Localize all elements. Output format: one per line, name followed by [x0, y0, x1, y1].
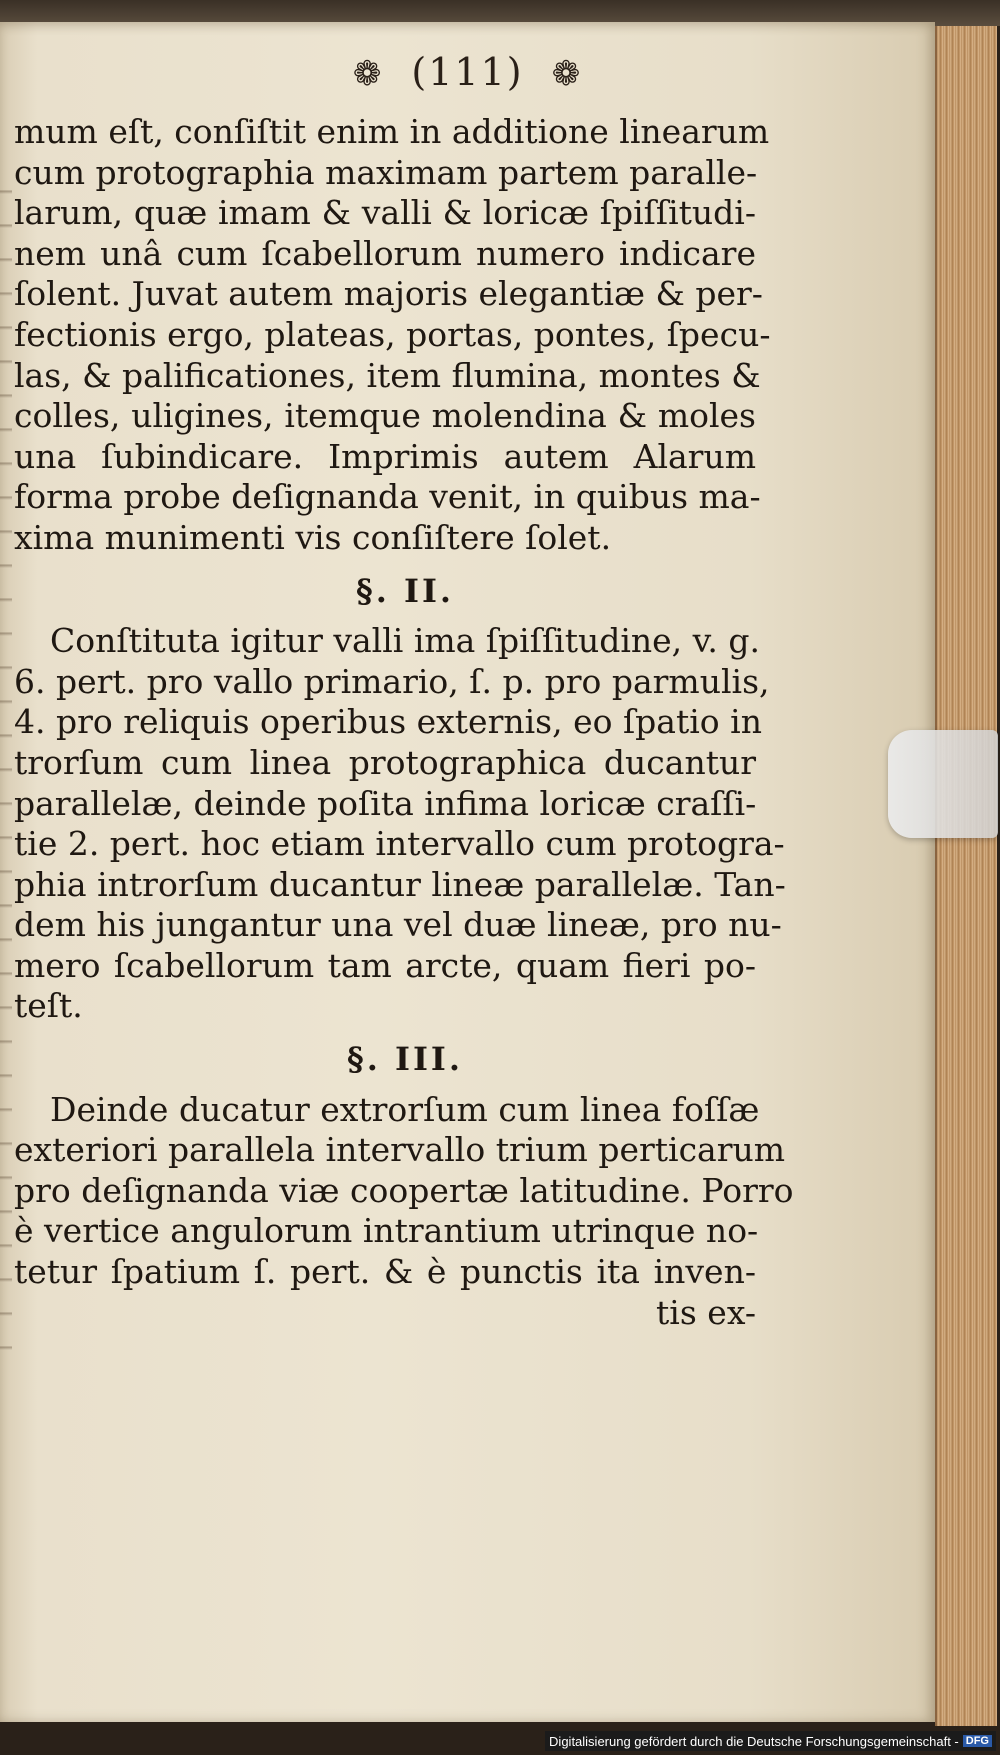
text-line: parallelæ, deinde poſita infima loricæ craſſi-	[14, 783, 757, 823]
text-line: una ſubindicare. Imprimis autem Alarum	[14, 436, 756, 476]
text-line: las, & palificationes, item flumina, montes &	[14, 355, 761, 395]
text-line: cum protographia maximam partem paralle-	[14, 152, 758, 192]
dfg-logo: DFG	[963, 1735, 992, 1747]
digitization-credit	[545, 1731, 996, 1751]
text-line: phia introrſum ducantur lineæ parallelæ. Tan-	[14, 864, 786, 904]
text-line: ſolent. Juvat autem majoris elegantiæ & per-	[14, 274, 763, 314]
text-line: dem his jungantur una vel duæ lineæ, pro nu-	[14, 905, 782, 945]
section-heading-3: §. III.	[346, 1040, 464, 1079]
text-line: è vertice angulorum intrantium utrinque no-	[14, 1211, 759, 1251]
page-header	[0, 50, 935, 94]
text-line: exteriori parallela intervallo trium perticarum	[14, 1130, 786, 1170]
text-line: trorſum cum linea protographica ducantur	[14, 742, 756, 782]
page-number: (111)	[411, 50, 524, 94]
text-line: pro deſignanda viæ coopertæ latitudine. Porro	[14, 1170, 794, 1210]
gutter-marks	[0, 160, 12, 1380]
text-line: xima munimenti vis conſiſtere ſolet.	[14, 517, 612, 557]
bookmark-tab	[888, 730, 998, 838]
text-line: 4. pro reliquis operibus externis, eo ſpatio in	[14, 702, 762, 742]
ornament-right-icon: ❁	[551, 54, 583, 94]
text-line: 6. pert. pro vallo primario, ſ. p. pro parmulis,	[14, 661, 770, 701]
page-text	[14, 112, 794, 1333]
paragraph-3	[14, 1089, 794, 1334]
credit-text: Digitalisierung gefördert durch die Deutsche Forschungsgemeinschaft -	[549, 1733, 959, 1749]
text-line: colles, uligines, itemque molendina & moles	[14, 396, 756, 436]
paragraph-1	[14, 112, 771, 559]
text-line: nem unâ cum ſcabellorum numero indicare	[14, 233, 756, 273]
text-line: mum eſt, conſiſtit enim in additione linearum	[14, 112, 770, 151]
ornament-left-icon: ❁	[352, 54, 384, 94]
text-line: tetur ſpatium ſ. pert. & è punctis ita inven-	[14, 1252, 756, 1292]
text-line: fectionis ergo, plateas, portas, pontes, ſpecu-	[14, 314, 771, 354]
text-line: Conſtituta igitur valli ima ſpiſſitudine, v. g.	[50, 621, 760, 661]
text-line: forma probe deſignanda venit, in quibus ma-	[14, 477, 761, 517]
paragraph-2	[14, 621, 786, 1027]
text-line: larum, quæ imam & valli & loricæ ſpiſſitudi-	[14, 193, 756, 233]
text-line: Deinde ducatur extrorſum cum linea foſſæ	[50, 1089, 760, 1129]
text-line: teſt.	[14, 986, 83, 1026]
section-heading-2: §. II.	[355, 571, 455, 610]
page-edges	[935, 26, 997, 1726]
text-line: tie 2. pert. hoc etiam intervallo cum protogra-	[14, 824, 785, 864]
catchword: tis ex-	[656, 1292, 756, 1332]
text-line: mero ſcabellorum tam arcte, quam fieri po-	[14, 945, 756, 985]
